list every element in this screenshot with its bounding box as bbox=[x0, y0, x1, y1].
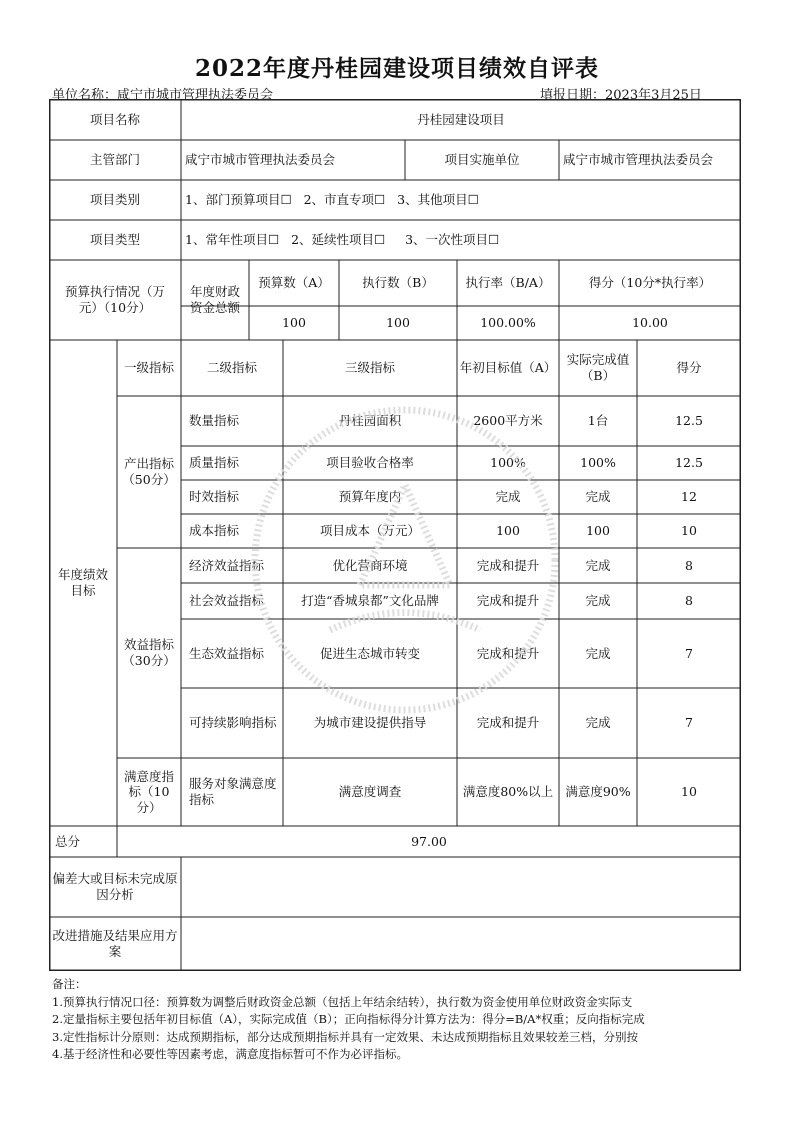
indicator-target: 100% bbox=[490, 455, 526, 471]
value-department: 咸宁市城市管理执法委员会 bbox=[185, 152, 336, 168]
indicator-lvl3: 满意度调查 bbox=[338, 784, 402, 800]
notes-section bbox=[52, 976, 752, 1064]
indicator-lvl2: 经济效益指标 bbox=[189, 557, 265, 573]
indicator-lvl3: 丹桂园面积 bbox=[338, 413, 402, 429]
indicator-actual: 完成 bbox=[585, 489, 611, 505]
indicator-lvl3: 打造“香城泉都”文化品牌 bbox=[301, 593, 439, 609]
indicator-target: 2600平方米 bbox=[473, 413, 543, 429]
value-impl-unit: 咸宁市城市管理执法委员会 bbox=[563, 152, 714, 168]
indicator-target: 完成和提升 bbox=[476, 645, 540, 661]
indicator-lvl2: 社会效益指标 bbox=[189, 593, 265, 609]
label-project-name: 项目名称 bbox=[89, 111, 140, 127]
indicator-score: 10 bbox=[681, 784, 697, 800]
indicator-lvl2: 生态效益指标 bbox=[189, 645, 265, 661]
indicator-actual: 1台 bbox=[587, 413, 609, 429]
indicator-lvl2: 质量指标 bbox=[189, 455, 240, 471]
label-exec-num: 执行数（B） bbox=[362, 275, 434, 291]
indicator-lvl2: 可持续影响指标 bbox=[189, 715, 277, 731]
label-exec-rate: 执行率（B/A） bbox=[465, 275, 551, 291]
indicator-lvl3: 预算年度内 bbox=[338, 489, 402, 505]
header-actual: 实际完成值（B） bbox=[566, 352, 630, 383]
indicator-lvl2: 成本指标 bbox=[189, 523, 240, 539]
indicator-target: 完成 bbox=[495, 489, 521, 505]
indicator-target: 完成和提升 bbox=[476, 715, 540, 731]
note-item: 3.定性指标计分原则：达成预期指标，部分达成预期指标并具有一定效果、未达成预期指标且效果较差三档，分别按 bbox=[52, 1029, 638, 1044]
label-total: 总分 bbox=[55, 833, 81, 849]
indicator-lvl3: 优化营商环境 bbox=[332, 557, 408, 573]
report-date: 填报日期：2023年3月25日 bbox=[540, 88, 702, 103]
header-lvl2: 二级指标 bbox=[206, 360, 257, 376]
indicator-score: 8 bbox=[685, 593, 693, 609]
label-type: 项目类型 bbox=[89, 232, 140, 248]
label-impl-unit: 项目实施单位 bbox=[444, 152, 520, 168]
note-item: 1.预算执行情况口径：预算数为调整后财政资金总额（包括上年结余结转），执行数为资金使用单位财政资金实际支 bbox=[52, 994, 633, 1009]
indicator-score: 8 bbox=[685, 557, 693, 573]
indicator-actual: 完成 bbox=[585, 645, 611, 661]
value-type: 1、常年性项目☐ 2、延续性项目☐ 3、一次性项目☐ bbox=[185, 232, 500, 248]
note-item: 2.定量指标主要包括年初目标值（A），实际完成值（B）；正向指标得分计算方法为：得分=B/A*权重；反向指标完成 bbox=[52, 1012, 645, 1026]
indicator-actual: 完成 bbox=[585, 557, 611, 573]
header-score: 得分 bbox=[676, 360, 702, 376]
unit-name: 单位名称：咸宁市城市管理执法委员会 bbox=[52, 88, 274, 103]
value-deviation bbox=[181, 857, 741, 917]
indicator-score: 12.5 bbox=[675, 413, 703, 429]
group-benefit: 效益指标（30分） bbox=[122, 637, 176, 668]
value-exec-rate: 100.00% bbox=[480, 315, 536, 331]
label-annual-goal: 年度绩效目标 bbox=[57, 567, 108, 598]
indicator-score: 7 bbox=[685, 715, 693, 731]
label-budget: 预算执行情况（万元）（10分） bbox=[64, 284, 165, 315]
indicator-target: 100 bbox=[496, 523, 520, 539]
label-score-rule: 得分（10分*执行率） bbox=[588, 275, 712, 291]
indicator-actual: 完成 bbox=[585, 593, 611, 609]
group-satisfaction: 满意度指标（10分） bbox=[123, 768, 174, 815]
header-lvl1: 一级指标 bbox=[123, 360, 174, 376]
indicator-lvl2: 时效指标 bbox=[189, 489, 240, 505]
value-budget-score: 10.00 bbox=[632, 315, 668, 331]
indicator-lvl3: 为城市建设提供指导 bbox=[313, 715, 427, 731]
indicator-score: 10 bbox=[681, 523, 697, 539]
label-annual-fund: 年度财政资金总额 bbox=[189, 284, 240, 315]
indicator-target: 完成和提升 bbox=[476, 593, 540, 609]
group-output: 产出指标（50分） bbox=[122, 456, 176, 487]
label-department: 主管部门 bbox=[89, 152, 140, 168]
label-improve: 改进措施及结果应用方案 bbox=[52, 928, 178, 959]
value-exec-num: 100 bbox=[386, 315, 410, 331]
page-title: 2022年度丹桂园建设项目绩效自评表 bbox=[194, 55, 599, 82]
note-item: 4.基于经济性和必要性等因素考虑，满意度指标暂可不作为必评指标。 bbox=[52, 1047, 408, 1061]
indicator-target: 完成和提升 bbox=[476, 557, 540, 573]
indicator-lvl3: 项目验收合格率 bbox=[326, 455, 414, 471]
indicator-score: 12 bbox=[681, 489, 697, 505]
header-target: 年初目标值（A） bbox=[459, 360, 557, 376]
indicator-lvl3: 促进生态城市转变 bbox=[319, 645, 420, 661]
evaluation-table bbox=[49, 99, 741, 971]
label-budget-num: 预算数（A） bbox=[258, 275, 330, 291]
indicator-lvl2: 数量指标 bbox=[189, 413, 240, 429]
notes-heading: 备注： bbox=[52, 977, 87, 991]
indicator-lvl2: 服务对象满意度指标 bbox=[189, 776, 277, 807]
value-total: 97.00 bbox=[411, 833, 447, 849]
indicator-actual: 满意度90% bbox=[565, 784, 631, 800]
header-lvl3: 三级指标 bbox=[344, 360, 395, 376]
indicator-score: 12.5 bbox=[675, 455, 703, 471]
value-category: 1、部门预算项目☐ 2、市直专项☐ 3、其他项目☐ bbox=[185, 192, 479, 208]
label-deviation: 偏差大或目标未完成原因分析 bbox=[52, 871, 178, 902]
indicator-lvl3: 项目成本（万元） bbox=[319, 523, 420, 539]
value-improve bbox=[181, 917, 741, 971]
indicator-score: 7 bbox=[685, 645, 693, 661]
indicator-actual: 100 bbox=[586, 523, 610, 539]
value-budget-num: 100 bbox=[282, 315, 306, 331]
value-project-name: 丹桂园建设项目 bbox=[417, 111, 505, 127]
indicator-actual: 完成 bbox=[585, 715, 611, 731]
indicator-target: 满意度80%以上 bbox=[462, 784, 554, 800]
indicator-actual: 100% bbox=[580, 455, 616, 471]
label-category: 项目类别 bbox=[89, 192, 140, 208]
